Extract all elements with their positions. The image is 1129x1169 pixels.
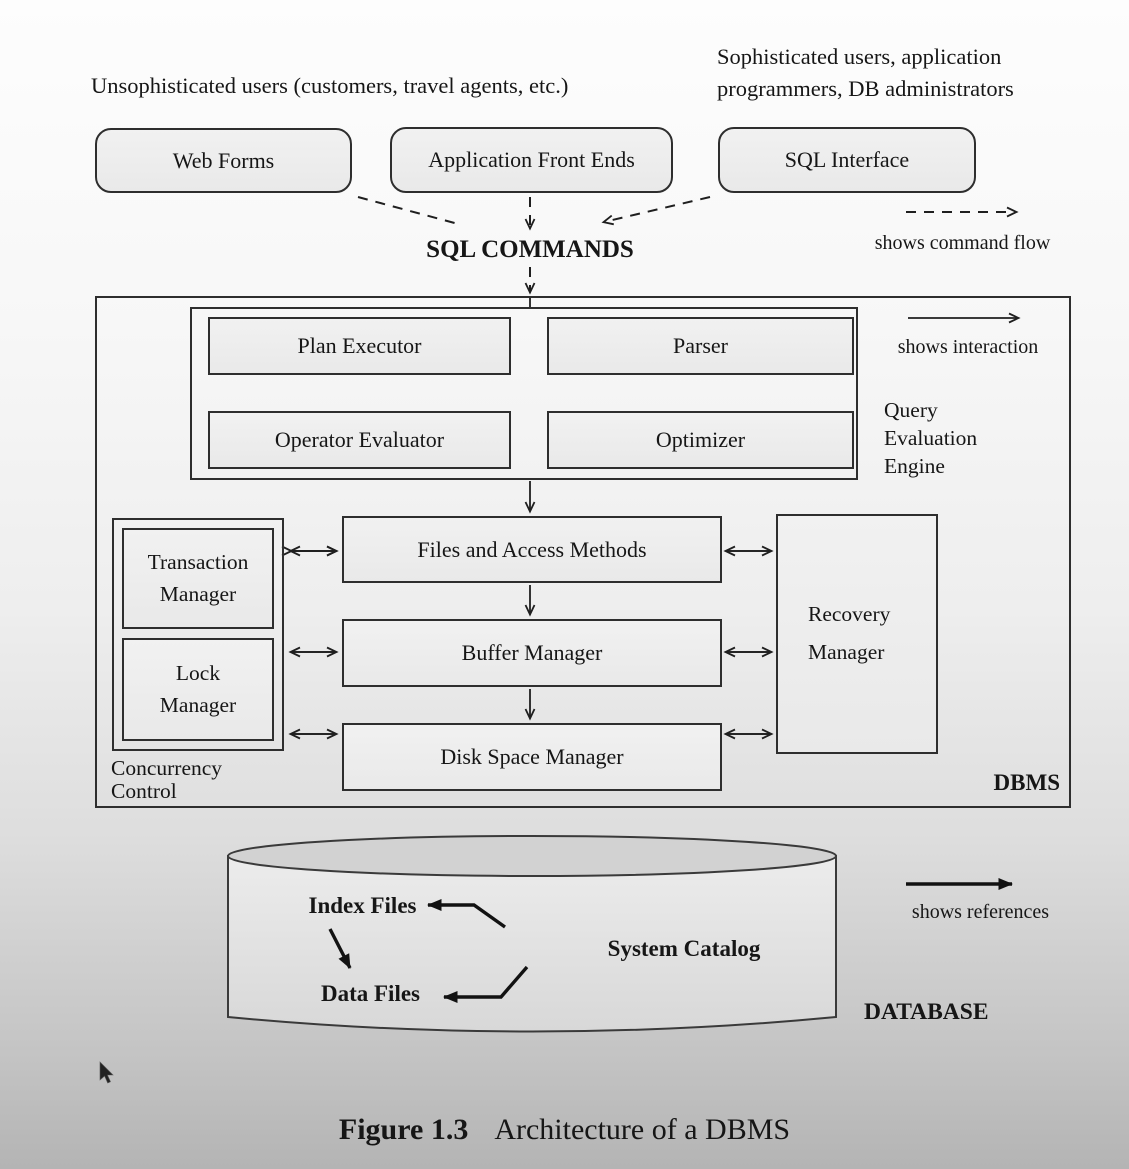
transaction-manager-label: Transaction Manager [147,550,249,606]
index-files-label: Index Files [308,893,417,918]
parser-box [547,317,854,375]
plan-executor-label: Plan Executor [297,333,422,358]
cylinder-top-ellipse [228,836,836,876]
plan-executor-box [208,317,511,375]
application-front-ends-label: Application Front Ends [428,147,635,172]
parser-label: Parser [673,333,728,358]
figure-caption [0,1113,1129,1147]
sql-interface-label: SQL Interface [784,147,910,172]
operator-evaluator-box [208,411,511,469]
system-catalog-label: System Catalog [607,936,761,961]
query-evaluation-engine-label: Query Evaluation Engine [884,398,978,478]
optimizer-label: Optimizer [655,427,746,452]
legend-command-flow-label: shows command flow [874,232,1051,254]
operator-evaluator-label: Operator Evaluator [274,427,445,452]
files-and-access-methods-label: Files and Access Methods [417,536,647,562]
buffer-manager-label: Buffer Manager [461,640,603,665]
unsophisticated-users-label: Unsophisticated users (customers, travel agents, etc.) [91,73,569,98]
lock-manager-box [122,638,274,741]
optimizer-box [547,411,854,469]
disk-space-manager-label: Disk Space Manager [440,744,624,769]
sophisticated-users-label: Sophisticated users, application programmers, DB administrators [717,44,1014,101]
concurrency-control-label: Concurrency Control [111,756,223,803]
mouse-cursor-icon [100,1062,113,1083]
transaction-manager-box [122,528,274,629]
figure-number: Figure 1.3 [338,1113,469,1146]
dbms-label: DBMS [993,770,1060,795]
sql-commands-label: SQL COMMANDS [426,236,634,263]
data-files-label: Data Files [320,981,420,1006]
recovery-manager-box [776,514,938,754]
files-and-access-methods-box [342,516,722,583]
disk-space-manager-box [342,723,722,791]
recovery-manager-label: Recovery Manager [808,602,891,664]
sql-interface-box [718,127,976,193]
web-forms-label: Web Forms [172,147,275,173]
legend-references-label: shows references [911,901,1050,923]
legend-interaction-label: shows interaction [897,336,1039,358]
figure-title: Architecture of a DBMS [494,1113,791,1146]
buffer-manager-box [342,619,722,687]
web-forms-box [95,128,352,193]
lock-manager-label: Lock Manager [159,661,237,717]
application-front-ends-box [390,127,673,193]
database-label: DATABASE [864,999,989,1025]
